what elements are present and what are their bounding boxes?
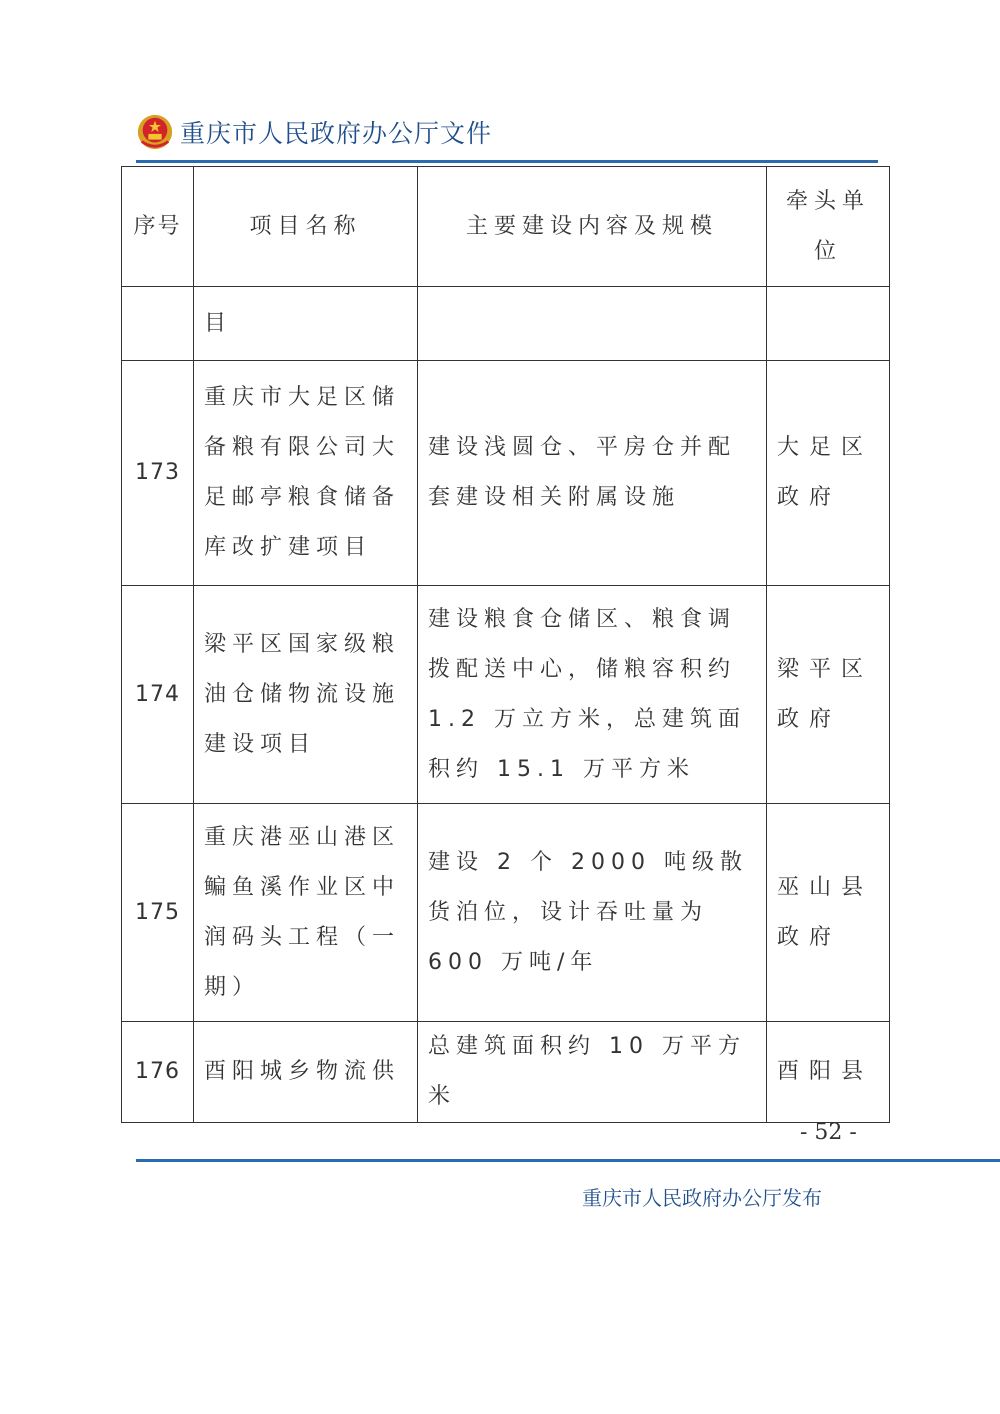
project-table: [121, 166, 890, 1123]
cell-lead: [767, 287, 890, 361]
cell-lead: 巫山县政府: [767, 804, 890, 1022]
cell-num: 174: [122, 586, 194, 804]
cell-name: 重庆市大足区储备粮有限公司大足邮亭粮食储备库改扩建项目: [194, 361, 418, 586]
header-rule: [136, 160, 878, 163]
cell-name: 目: [194, 287, 418, 361]
table-row: [122, 804, 890, 1022]
document-title: 重庆市人民政府办公厅文件: [180, 119, 493, 148]
header-name: 项目名称: [194, 167, 418, 287]
cell-num: 176: [122, 1022, 194, 1123]
cell-content: 建设粮食仓储区、粮食调拨配送中心，储粮容积约 1.2 万立方米，总建筑面积约 15.1 万平方米: [418, 586, 767, 804]
cell-content: 建设浅圆仓、平房仓并配套建设相关附属设施: [418, 361, 767, 586]
document-header: [136, 108, 492, 156]
header-num: 序号: [122, 167, 194, 287]
table-row: [122, 287, 890, 361]
header-lead: 牵头单位: [767, 167, 890, 287]
page-number: - 52 -: [800, 1120, 857, 1145]
footer-publisher: 重庆市人民政府办公厅发布: [582, 1186, 822, 1210]
national-emblem-icon: [136, 113, 174, 151]
cell-num: [122, 287, 194, 361]
table-row: [122, 1022, 890, 1123]
cell-lead: 酉阳县: [767, 1022, 890, 1123]
footer-rule: [136, 1159, 1000, 1162]
cell-lead: 梁平区政府: [767, 586, 890, 804]
cell-num: 175: [122, 804, 194, 1022]
cell-lead: 大足区政府: [767, 361, 890, 586]
cell-content: 总建筑面积约 10 万平方米: [418, 1022, 767, 1123]
header-content: 主要建设内容及规模: [418, 167, 767, 287]
table-row: [122, 586, 890, 804]
cell-name: 酉阳城乡物流供: [194, 1022, 418, 1123]
cell-content: [418, 287, 767, 361]
table-row: [122, 361, 890, 586]
cell-name: 重庆港巫山港区鳊鱼溪作业区中润码头工程（一期）: [194, 804, 418, 1022]
cell-num: 173: [122, 361, 194, 586]
table-header-row: [122, 167, 890, 287]
cell-name: 梁平区国家级粮油仓储物流设施建设项目: [194, 586, 418, 804]
cell-content: 建设 2 个 2000 吨级散货泊位，设计吞吐量为 600 万吨/年: [418, 804, 767, 1022]
